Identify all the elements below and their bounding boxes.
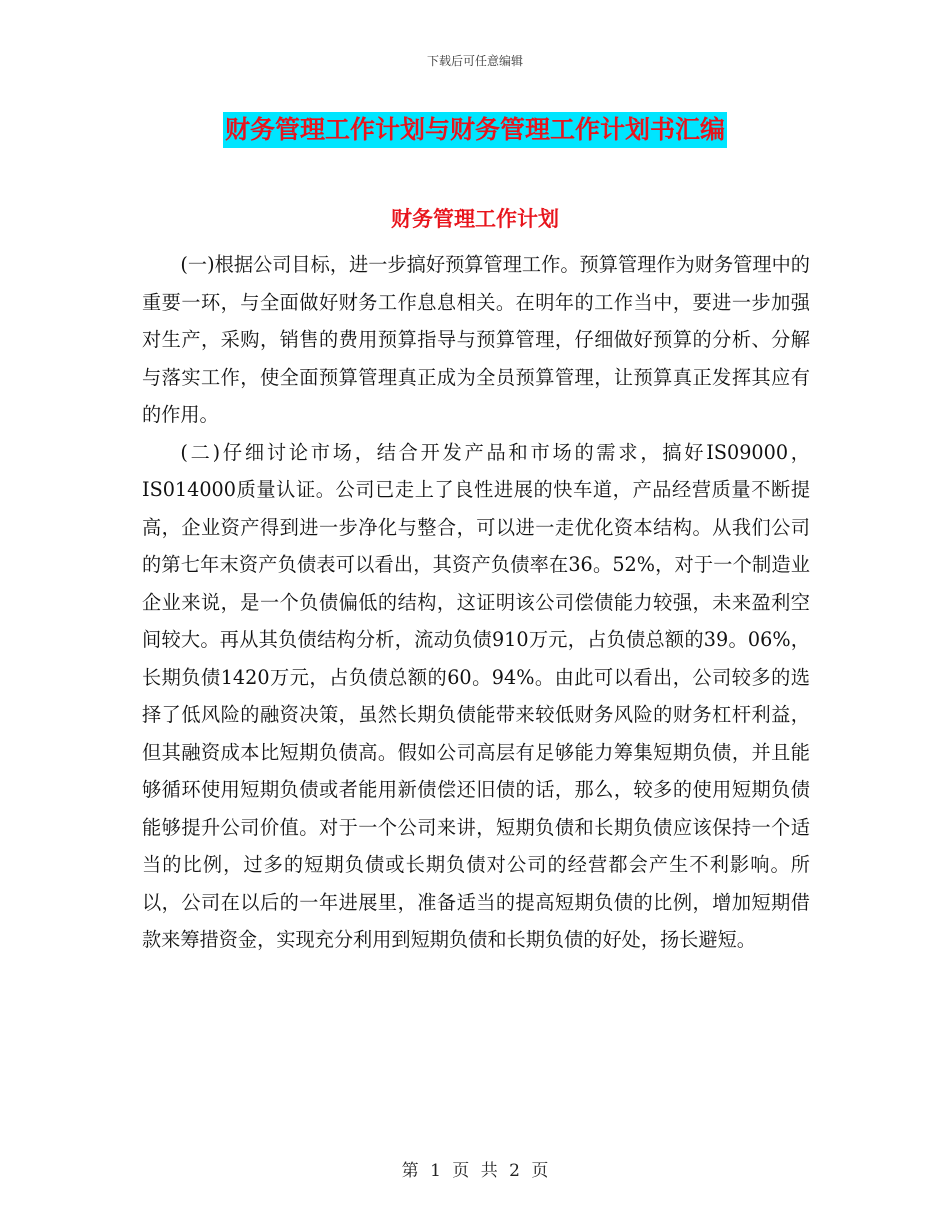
body-text <box>142 246 810 959</box>
paragraph-2: (二)仔细讨论市场，结合开发产品和市场的需求，搞好IS09000，IS014000质量认证。公司已走上了良性进展的快车道，产品经营质量不断提高，企业资产得到进一步净化与整合，可以进一走优化资本结构。从我们公司的第七年末资产负债表可以看出，其资产负债率在36。52%，对于一个制造业企业来说，是一个负债偏低的结构，这证明该公司偿债能力较强，未来盈利空间较大。再从其负债结构分析，流动负债910万元，占负债总额的39。06%，长期负债1420万元，占负债总额的60。94%。由此可以看出，公司较多的选择了低风险的融资决策，虽然长期负债能带来较低财务风险的财务杠杆利益，但其融资成本比短期负债高。假如公司高层有足够能力筹集短期负债，并且能够循环使用短期负债或者能用新债偿还旧债的话，那么，较多的使用短期负债能够提升公司价值。对于一个公司来讲，短期负债和长期负债应该保持一个适当的比例，过多的短期负债或长期负债对公司的经营都会产生不利影响。所以，公司在以后的一年进展里，准备适当的提高短期负债的比例，增加短期借款来筹措资金，实现充分利用到短期负债和长期负债的好处，扬长避短。 <box>142 440 810 951</box>
main-title: 财务管理工作计划与财务管理工作计划书汇编 <box>223 112 727 148</box>
section-title: 财务管理工作计划 <box>391 207 559 231</box>
page-number-footer: 第 1 页 共 2 页 <box>401 1161 549 1181</box>
main-title-container <box>0 112 950 148</box>
paragraph-1: (一)根据公司目标，进一步搞好预算管理工作。预算管理作为财务管理中的重要一环，与全面做好财务工作息息相关。在明年的工作当中，要进一步加强对生产，采购，销售的费用预算指导与预算管理，仔细做好预算的分析、分解与落实工作，使全面预算管理真正成为全员预算管理，让预算真正发挥其应有的作用。 <box>142 253 810 426</box>
header-note: 下载后可任意编辑 <box>426 54 523 68</box>
